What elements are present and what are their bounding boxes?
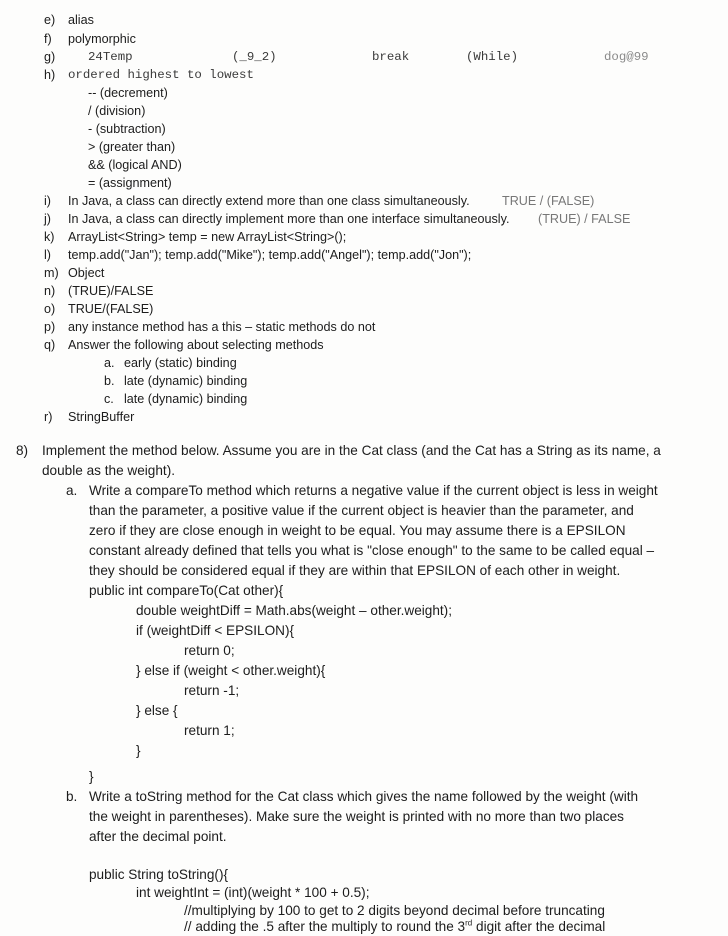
answer-o [44, 301, 154, 317]
answer-n [44, 283, 154, 299]
binding-item [104, 355, 237, 371]
question-8-number: 8) [16, 443, 29, 458]
part-a-prompt-line: than the parameter, a positive value if the current object is heavier than the parameter, and [89, 503, 634, 518]
answer-p [44, 319, 376, 335]
true-false-answer: (TRUE) / FALSE [538, 212, 631, 226]
question-8-intro-line: Implement the method below. Assume you are in the Cat class (and the Cat has a String as its name, a [42, 443, 661, 458]
binding-item [104, 373, 248, 389]
part-a-prompt-line: constant already defined that tells you what is "close enough" to the same to be called equal – [89, 543, 655, 558]
answer-text: In Java, a class can directly implement more than one interface simultaneously. [68, 212, 510, 226]
code-line: } [89, 769, 94, 784]
answer-text: ArrayList<String> temp = new ArrayList<String>(); [68, 230, 347, 244]
code-line: } else if (weight < other.weight){ [136, 663, 326, 678]
part-b-label: b. [66, 789, 78, 804]
answer-text: Object [68, 266, 105, 280]
answer-r [44, 409, 135, 425]
ordinal-suffix: rd [465, 918, 473, 928]
answer-label: i) [44, 194, 51, 208]
answer-text: Answer the following about selecting methods [68, 338, 324, 352]
part-a-prompt-line: they should be considered equal if they are within that EPSILON of each other in weight. [89, 563, 621, 578]
code-line: int weightInt = (int)(weight * 100 + 0.5); [136, 885, 370, 900]
part-b-prompt-line: the weight in parentheses). Make sure the weight is printed with no more than two places [89, 809, 624, 824]
identifier-item: (While) [466, 50, 519, 64]
identifier-item: (_9_2) [232, 50, 277, 64]
binding-item [104, 391, 248, 407]
answer-l [44, 247, 472, 263]
answer-text: temp.add("Jan"); temp.add("Mike"); temp.add("Angel"); temp.add("Jon"); [68, 248, 472, 262]
operator-item: > (greater than) [88, 140, 176, 154]
code-line: } else { [136, 703, 178, 718]
part-b-prompt-line: Write a toString method for the Cat class which gives the name followed by the weight (with [89, 789, 639, 804]
answer-label: m) [44, 266, 59, 280]
answer-text: polymorphic [68, 32, 136, 46]
code-line: return 1; [184, 723, 235, 738]
answer-h [44, 67, 254, 83]
answer-label: k) [44, 230, 55, 244]
answer-m [44, 265, 105, 281]
answer-text: StringBuffer [68, 410, 135, 424]
answer-label: o) [44, 302, 56, 316]
operator-item: = (assignment) [88, 176, 172, 190]
true-false-answer: TRUE / (FALSE) [502, 194, 595, 208]
code-line: public String toString(){ [89, 867, 229, 882]
binding-text: late (dynamic) binding [124, 392, 248, 406]
answer-label: e) [44, 13, 56, 27]
answer-label: n) [44, 284, 56, 298]
identifier-item: dog@99 [604, 50, 649, 64]
answer-label: r) [44, 410, 53, 424]
binding-text: late (dynamic) binding [124, 374, 248, 388]
code-comment: //multiplying by 100 to get to 2 digits beyond decimal before truncating [184, 903, 605, 918]
answer-k [44, 229, 347, 245]
code-line: } [136, 743, 141, 758]
code-line: return -1; [184, 683, 240, 698]
answer-label: g) [44, 50, 56, 64]
identifier-item: 24Temp [88, 50, 133, 64]
answer-i [44, 193, 595, 209]
answer-j [44, 211, 631, 227]
answer-q [44, 337, 324, 353]
code-comment [184, 918, 605, 936]
answer-text: ordered highest to lowest [68, 68, 254, 82]
answer-label: h) [44, 68, 56, 82]
answer-label: f) [44, 32, 52, 46]
answer-text: In Java, a class can directly extend more than one class simultaneously. [68, 194, 470, 208]
part-b-prompt-line: after the decimal point. [89, 829, 227, 844]
binding-label: c. [104, 392, 114, 406]
answer-label: q) [44, 338, 56, 352]
part-a-prompt-line: zero if they are close enough in weight to be equal. You may assume there is a EPSILON [89, 523, 626, 538]
binding-text: early (static) binding [124, 356, 237, 370]
question-8-intro-line: double as the weight). [42, 463, 176, 478]
identifier-item: break [372, 50, 410, 64]
operator-item: - (subtraction) [88, 122, 166, 136]
code-line: return 0; [184, 643, 235, 658]
binding-label: a. [104, 356, 115, 370]
part-a-prompt-line: Write a compareTo method which returns a negative value if the current object is less in weight [89, 483, 658, 498]
answer-text: alias [68, 13, 94, 27]
answer-label: p) [44, 320, 56, 334]
answer-label: j) [44, 212, 51, 226]
operator-item: -- (decrement) [88, 86, 168, 100]
code-line: double weightDiff = Math.abs(weight – other.weight); [136, 603, 452, 618]
part-a-label: a. [66, 483, 78, 498]
answer-label: l) [44, 248, 51, 262]
answer-text: (TRUE)/FALSE [68, 284, 154, 298]
answer-e [44, 12, 94, 28]
code-line: public int compareTo(Cat other){ [89, 583, 284, 598]
comment-text: digit after the decimal [472, 919, 606, 934]
answer-text: any instance method has a this – static methods do not [68, 320, 376, 334]
answer-g [44, 49, 724, 65]
operator-item: / (division) [88, 104, 146, 118]
answer-text: TRUE/(FALSE) [68, 302, 154, 316]
operator-item: && (logical AND) [88, 158, 182, 172]
binding-label: b. [104, 374, 115, 388]
code-line: if (weightDiff < EPSILON){ [136, 623, 295, 638]
answer-f [44, 31, 136, 47]
comment-text: // adding the .5 after the multiply to round the 3 [184, 919, 466, 934]
